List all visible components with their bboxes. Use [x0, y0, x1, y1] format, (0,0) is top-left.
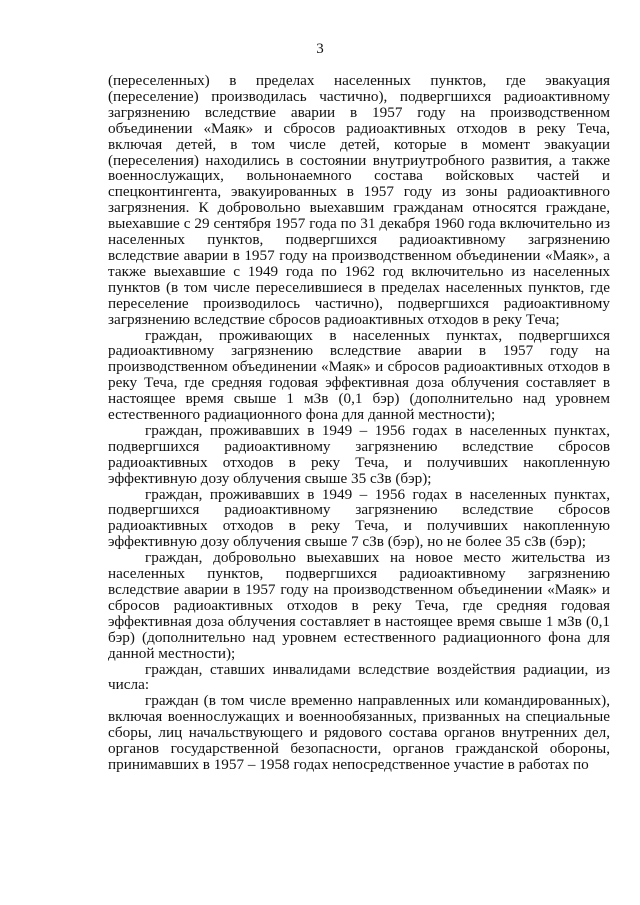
paragraph-disabled-radiation: граждан, ставших инвалидами вследствие воздействия радиации, из числа:: [108, 660, 610, 694]
paragraph-liquidation-participants: граждан (в том числе временно направленных или командированных), включая военнослужащих и военнообязанных, призванных на специальные сборы, лиц начальствующего и рядового состава органов внутренних дел, органов государственной безопасности, органов гражданской обороны, принимавших в 1957 – 1958 годах непосредственное участие в работах по: [108, 692, 610, 773]
paragraph-residents-1949-1956-over-35: граждан, проживавших в 1949 – 1956 годах в населенных пунктах, подвергшихся радиоактивному загрязнению вследствие сбросов радиоактивных отходов в реку Теча, и получивших накопленную эффективную дозу облучения свыше 35 сЗв (бэр);: [108, 421, 610, 487]
paragraph-continued-evacuees: (переселенных) в пределах населенных пунктов, где эвакуация (переселение) производилась частично), подвергшихся радиоактивному загрязнению вследствие аварии в 1957 году на производственном объединении «Маяк» и сбросов радиоактивных отходов в реку Теча, включая детей, в том числе детей, которые в момент эвакуации (переселения) находились в состоянии внутриутробного развития, а также военнослужащих, вольнонаемного состава войсковых частей и спецконтингента, эвакуированных в 1957 году из зоны радиоактивного загрязнения. К добровольно выехавшим гражданам относятся граждане, выехавшие с 29 сентября 1957 года по 31 декабря 1960 года включительно из населенных пунктов, подвергшихся радиоактивному загрязнению вследствие аварии в 1957 году на производственном объединении «Маяк», а также выехавшие с 1949 года по 1962 год включительно из населенных пунктов (в том числе переселившиеся в пределах населенных пунктов, где переселение производилось частично), подвергшихся радиоактивному загрязнению вследствие сбросов радиоактивных отходов в реку Теча;: [108, 72, 610, 328]
page-number: 3: [316, 41, 324, 57]
paragraph-residents-1949-1956-7-to-35: граждан, проживавших в 1949 – 1956 годах в населенных пунктах, подвергшихся радиоактивному загрязнению вследствие сбросов радиоактивных отходов в реку Теча, и получивших накопленную эффективную дозу облучения свыше 7 сЗв (бэр), но не более 35 сЗв (бэр);: [108, 485, 610, 551]
document-body: [108, 73, 610, 773]
paragraph-voluntary-relocated: граждан, добровольно выехавших на новое место жительства из населенных пунктов, подвергшихся радиоактивному загрязнению вследствие аварии в 1957 году на производственном объединении «Маяк» и сбросов радиоактивных отходов в реку Теча, где средняя годовая эффективная доза облучения составляет в настоящее время свыше 1 мЗв (0,1 бэр) (дополнительно над уровнем естественного радиационного фона для данной местности);: [108, 549, 610, 662]
paragraph-residents-contaminated: граждан, проживающих в населенных пунктах, подвергшихся радиоактивному загрязнению вследствие аварии в 1957 году на производственном объединении «Маяк» и сбросов радиоактивных отходов в реку Теча, где средняя годовая эффективная доза облучения составляет в настоящее время свыше 1 мЗв (0,1 бэр) (дополнительно над уровнем естественного радиационного фона для данной местности);: [108, 326, 610, 424]
